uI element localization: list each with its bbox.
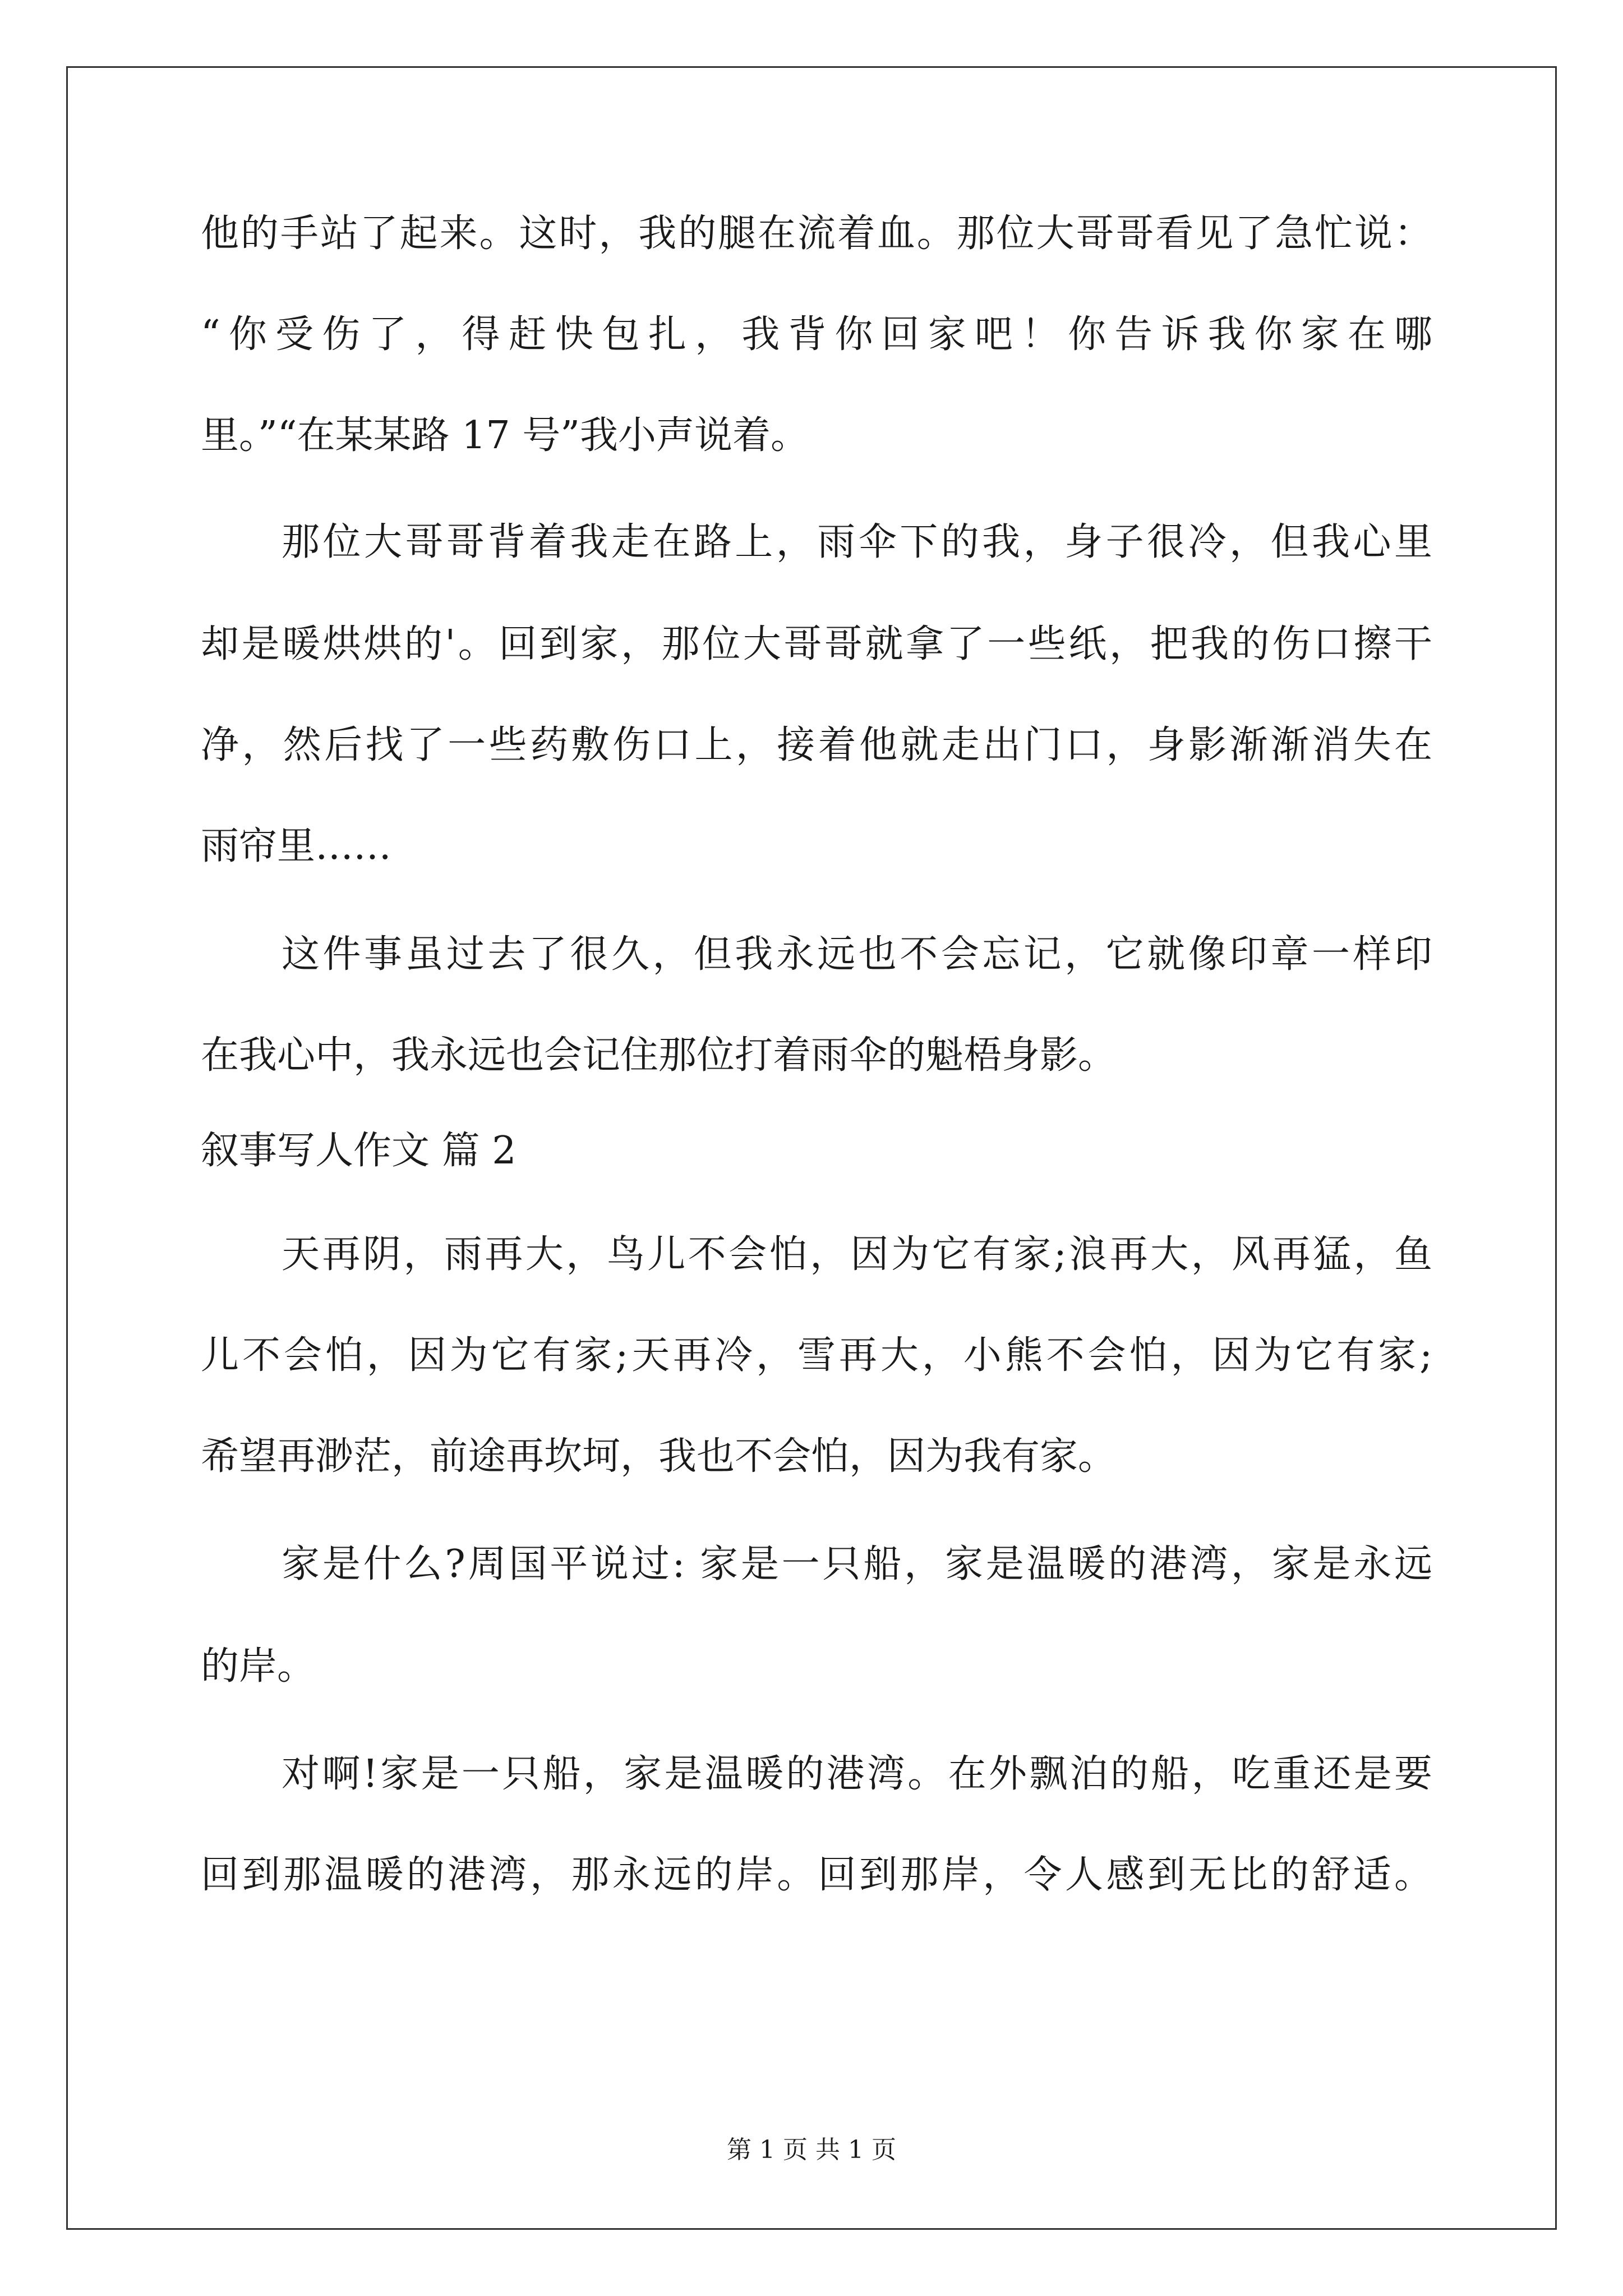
text-line: 却是暖烘烘的'。回到家，那位大哥哥就拿了一些纸，把我的伤口擦干	[201, 622, 1432, 666]
section-heading: 叙事写人作文 篇 2	[201, 1129, 517, 1173]
text-line: “你受伤了，得赶快包扎，我背你回家吧！你告诉我你家在哪	[201, 312, 1432, 357]
text-line: 里。”“在某某路 17 号”我小声说着。	[201, 413, 809, 458]
text-line: 净，然后找了一些药敷伤口上，接着他就走出门口，身影渐渐消失在	[201, 723, 1432, 767]
text-line: 的岸。	[201, 1644, 316, 1688]
paragraph-first-line: 那位大哥哥背着我走在路上，雨伞下的我，身子很冷，但我心里	[282, 520, 1432, 564]
text-line: 儿不会怕，因为它有家;天再冷，雪再大，小熊不会怕，因为它有家;	[201, 1333, 1432, 1378]
text-line: 他的手站了起来。这时，我的腿在流着血。那位大哥哥看见了急忙说：	[201, 211, 1432, 256]
page-number-footer: 第 1 页 共 1 页	[727, 2136, 896, 2164]
text-line: 回到那温暖的港湾，那永远的岸。回到那岸，令人感到无比的舒适。	[201, 1853, 1432, 1897]
text-line: 希望再渺茫，前途再坎坷，我也不会怕，因为我有家。	[201, 1434, 1117, 1479]
paragraph-first-line: 对啊!家是一只船，家是温暖的港湾。在外飘泊的船，吃重还是要	[282, 1752, 1432, 1796]
text-line: 雨帘里……	[201, 824, 392, 868]
paragraph-first-line: 这件事虽过去了很久，但我永远也不会忘记，它就像印章一样印	[282, 932, 1432, 977]
paragraph-first-line: 天再阴，雨再大，鸟儿不会怕，因为它有家;浪再大，风再猛，鱼	[282, 1232, 1432, 1277]
paragraph-first-line: 家是什么?周国平说过: 家是一只船，家是温暖的港湾，家是永远	[282, 1542, 1432, 1586]
text-line: 在我心中，我永远也会记住那位打着雨伞的魁梧身影。	[201, 1033, 1117, 1078]
